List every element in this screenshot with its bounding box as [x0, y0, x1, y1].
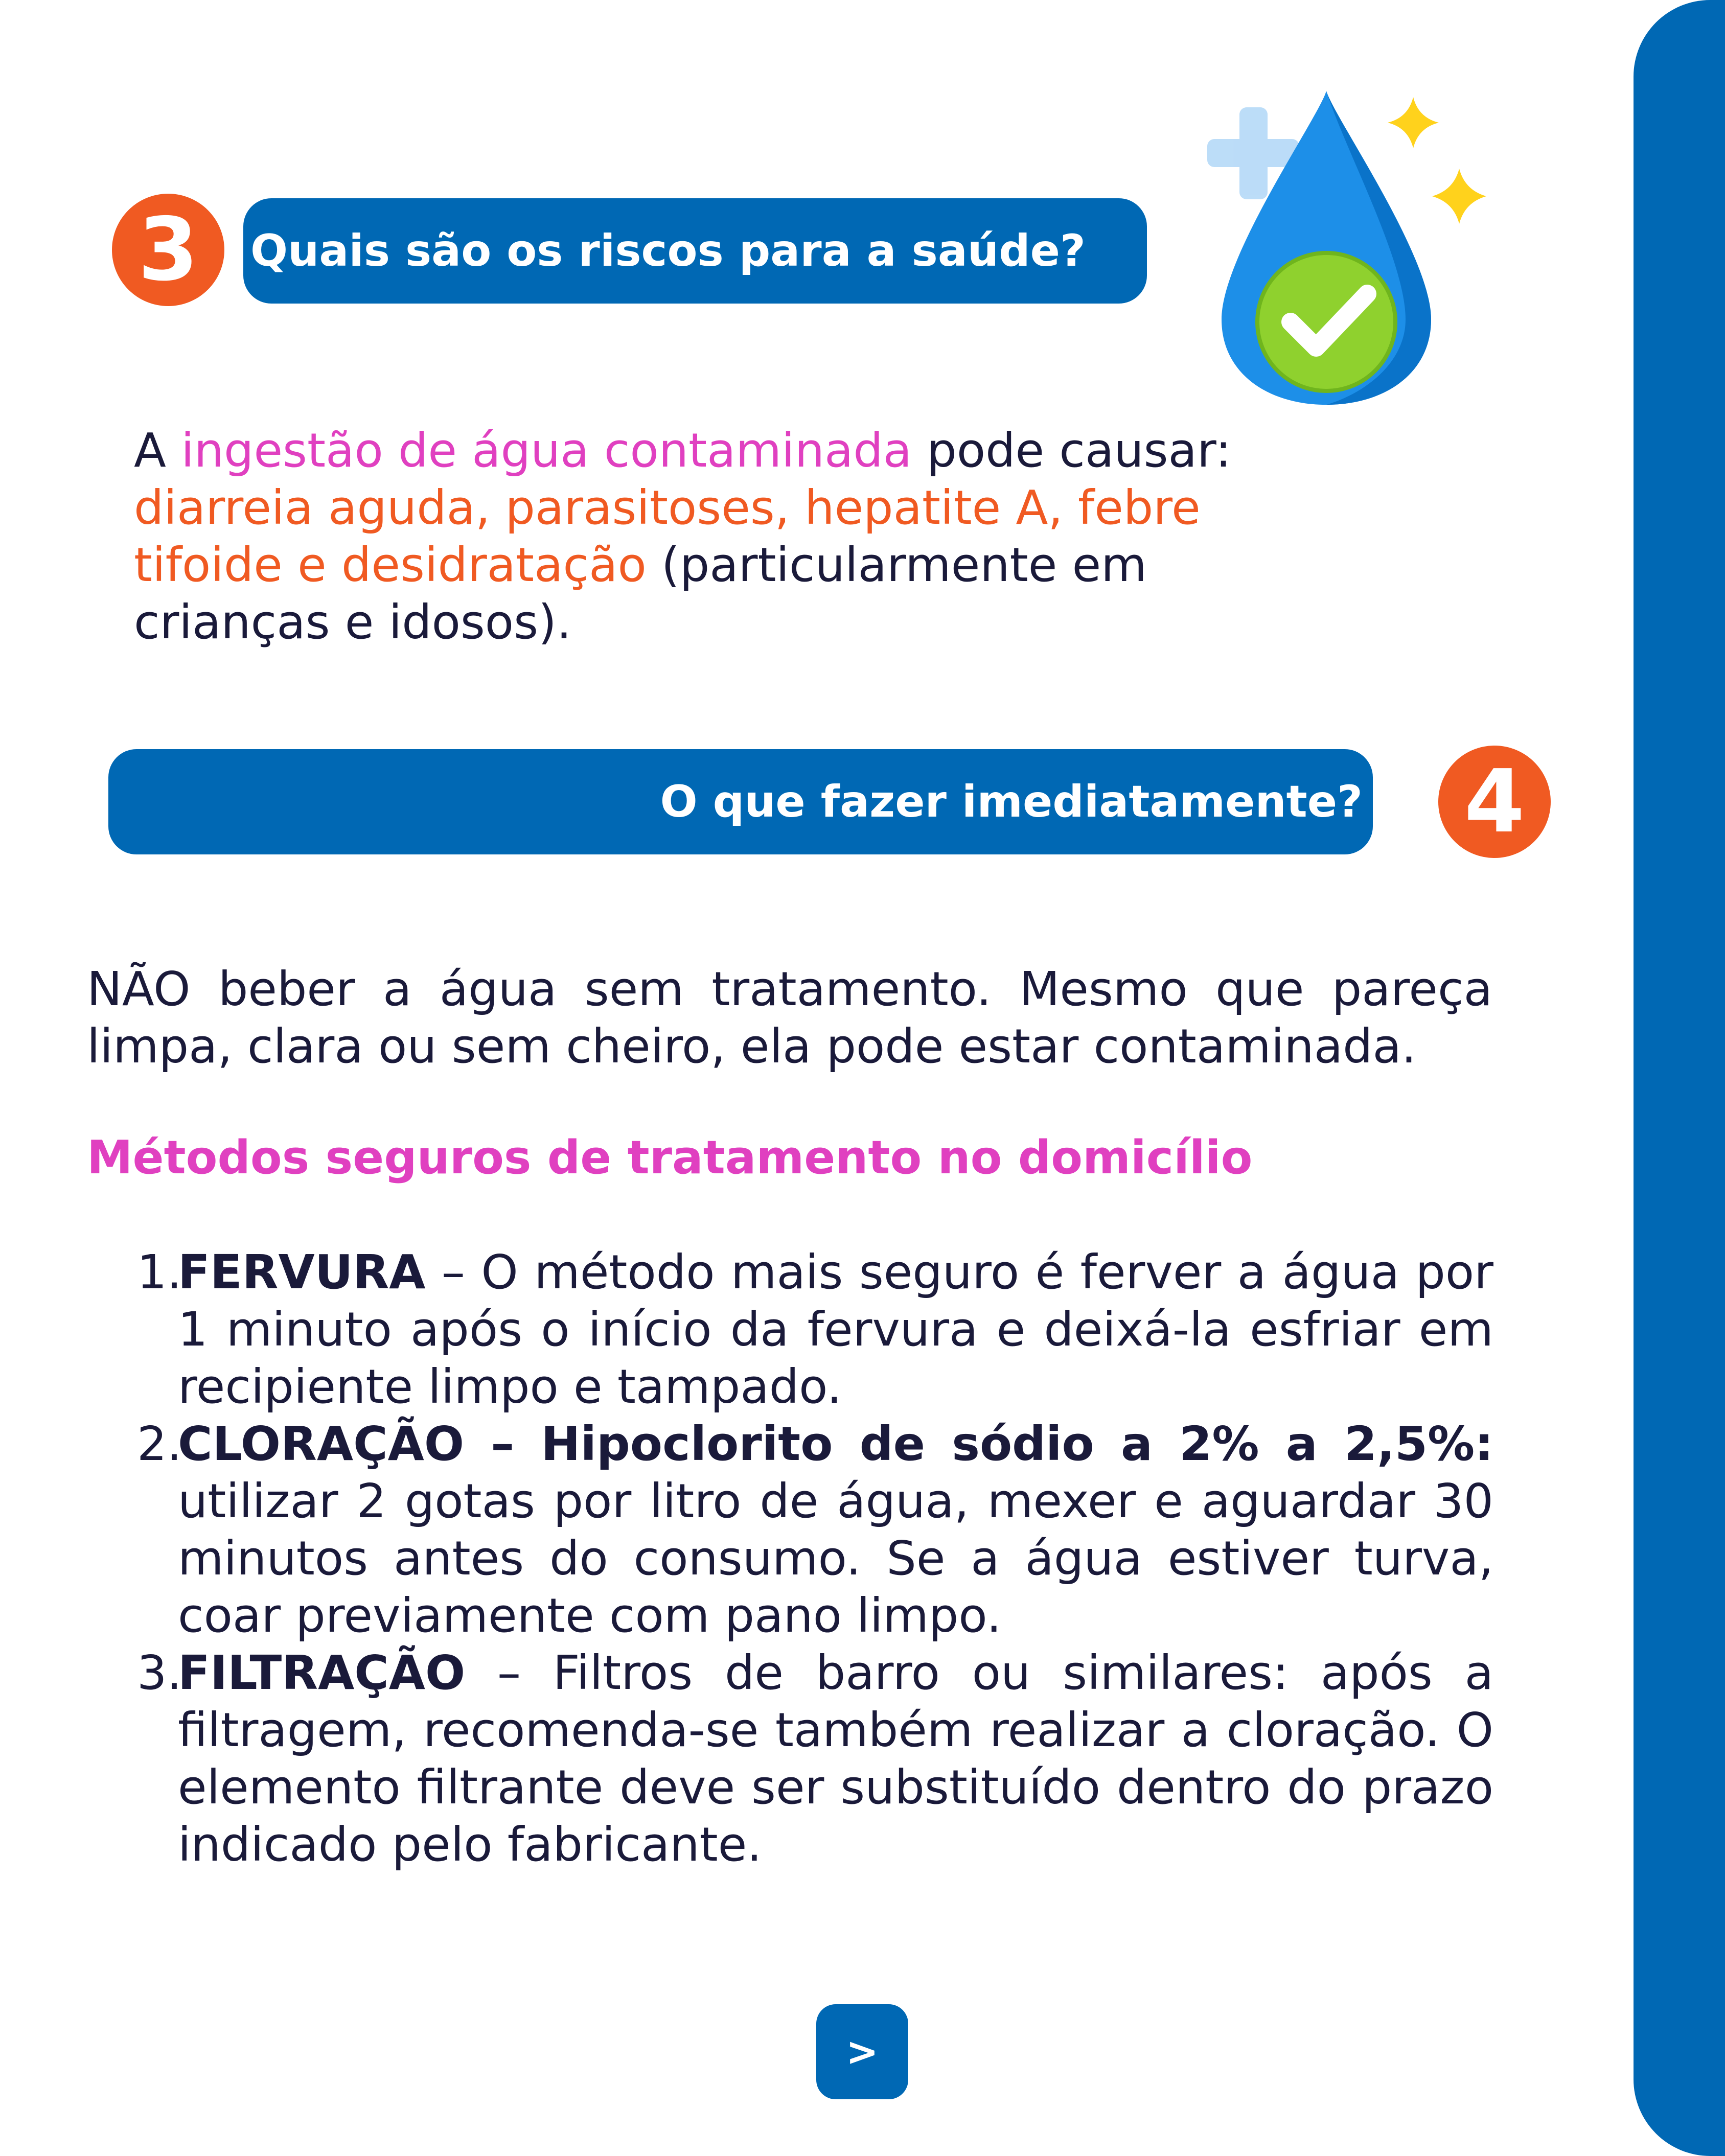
- section-4-title: O que fazer imediatamente?: [660, 776, 1363, 827]
- water-drop-check-icon: [1191, 87, 1508, 419]
- section-4-heading: [108, 749, 1373, 854]
- section-3-number-badge: 3: [112, 194, 224, 306]
- next-page-button[interactable]: >: [816, 2004, 908, 2099]
- method-separator: –: [465, 1645, 553, 1700]
- section-3-title: Quais são os riscos para a saúde?: [250, 225, 1086, 276]
- method-item-chlorination: [137, 1416, 1493, 1644]
- sparkle-icon: [1432, 169, 1486, 224]
- sparkle-icon: [1388, 97, 1439, 148]
- list-marker: 3.: [137, 1645, 182, 1700]
- methods-title: Métodos seguros de tratamento no domicílio: [87, 1131, 1253, 1185]
- method-description: O método mais seguro é ferver a água por 1 minuto após o início da fervura e deixá-la esfriar em recipiente limpo e tampado.: [178, 1245, 1493, 1414]
- intro-middle: pode causar:: [912, 423, 1232, 478]
- intro-end: (particularmente em crianças e idosos).: [134, 538, 1147, 650]
- method-description: utilizar 2 gotas por litro de água, mexer e aguardar 30 minutos antes do consumo. Se a água estiver turva, coar previamente com pano limpo.: [178, 1474, 1493, 1643]
- methods-list: [137, 1244, 1493, 1873]
- method-name: CLORAÇÃO: [178, 1417, 465, 1471]
- method-item-boiling: [137, 1244, 1493, 1416]
- side-decoration-bar: [1634, 0, 1725, 2156]
- method-description: Filtros de barro ou similares: após a filtragem, recomenda-se também realizar a cloração. O elemento filtrante deve ser substituído dentro do prazo indicado pelo fabricante.: [178, 1645, 1493, 1872]
- list-marker: 2.: [137, 1417, 182, 1471]
- method-dosage: Hipoclorito de sódio a 2% a 2,5%:: [541, 1417, 1493, 1471]
- section-3-intro-text: [134, 422, 1330, 651]
- method-name: FERVURA: [178, 1245, 426, 1300]
- warning-text: NÃO beber a água sem tratamento. Mesmo que pareça limpa, clara ou sem cheiro, ela pode estar contaminada.: [87, 962, 1492, 1074]
- method-separator: –: [425, 1245, 481, 1300]
- intro-highlight-diseases: diarreia aguda, parasitoses, hepatite A, febre tifoide e desidratação: [134, 480, 1201, 592]
- section-4-number-badge: 4: [1438, 746, 1551, 858]
- method-item-filtration: [137, 1644, 1493, 1873]
- method-name: FILTRAÇÃO: [178, 1645, 466, 1700]
- method-separator: –: [464, 1417, 541, 1471]
- section-3-heading: [243, 198, 1147, 304]
- list-marker: 1.: [137, 1245, 182, 1300]
- intro-start: A: [134, 423, 181, 478]
- intro-highlight-ingestion: ingestão de água contaminada: [181, 423, 912, 478]
